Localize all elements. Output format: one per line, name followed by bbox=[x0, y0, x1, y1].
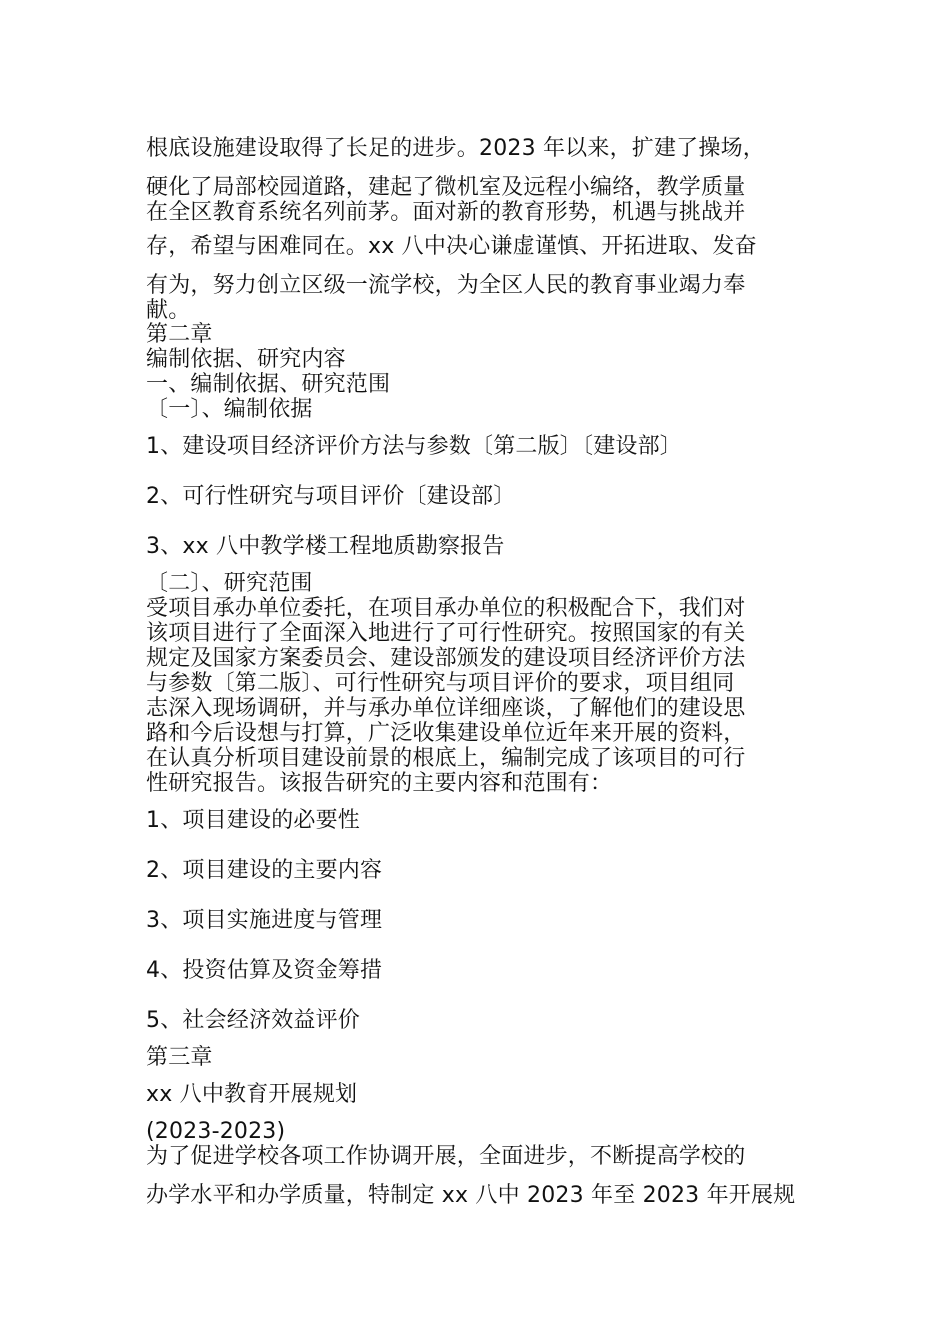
paragraph-line: 存，希望与困难同在。xx 八中决心谦虚谨慎、开拓进取、发奋 bbox=[146, 234, 757, 259]
chapter-heading: 第二章 bbox=[146, 322, 213, 347]
paragraph-line: 性研究报告。该报告研究的主要内容和范围有： bbox=[146, 771, 613, 796]
paragraph-line: 该项目进行了全面深入地进行了可行性研究。按照国家的有关 bbox=[146, 621, 746, 646]
paragraph-line: 有为，努力创立区级一流学校，为全区人民的教育事业竭力奉 bbox=[146, 273, 746, 298]
paragraph-line: 受项目承办单位委托，在项目承办单位的积极配合下，我们对 bbox=[146, 596, 746, 621]
list-item: 1、建设项目经济评价方法与参数〔第二版〕〔建设部〕 bbox=[146, 434, 682, 459]
chapter-title: 编制依据、研究内容 bbox=[146, 347, 346, 372]
list-item: 5、社会经济效益评价 bbox=[146, 1008, 360, 1033]
subsection-heading: 〔一〕、编制依据 bbox=[146, 397, 313, 422]
paragraph-line: 根底设施建设取得了长足的进步。2023 年以来，扩建了操场， bbox=[146, 136, 765, 161]
chapter-title: xx 八中教育开展规划 bbox=[146, 1082, 358, 1107]
paragraph-line: 与参数〔第二版〕、可行性研究与项目评价的要求，项目组同 bbox=[146, 671, 735, 696]
paragraph-line: 在全区教育系统名列前茅。面对新的教育形势，机遇与挑战并 bbox=[146, 200, 746, 225]
list-item: 3、项目实施进度与管理 bbox=[146, 908, 383, 933]
chapter-heading: 第三章 bbox=[146, 1045, 213, 1070]
chapter-years: (2023-2023) bbox=[146, 1119, 286, 1144]
paragraph-line: 为了促进学校各项工作协调开展，全面进步，不断提高学校的 bbox=[146, 1144, 746, 1169]
paragraph-line: 路和今后设想与打算，广泛收集建设单位近年来开展的资料， bbox=[146, 721, 746, 746]
list-item: 3、xx 八中教学楼工程地质勘察报告 bbox=[146, 534, 505, 559]
paragraph-line: 办学水平和办学质量，特制定 xx 八中 2023 年至 2023 年开展规 bbox=[146, 1183, 796, 1208]
list-item: 1、项目建设的必要性 bbox=[146, 808, 360, 833]
list-item: 2、可行性研究与项目评价〔建设部〕 bbox=[146, 484, 516, 509]
list-item: 2、项目建设的主要内容 bbox=[146, 858, 383, 883]
paragraph-line: 规定及国家方案委员会、建设部颁发的建设项目经济评价方法 bbox=[146, 646, 746, 671]
paragraph-line: 献。 bbox=[146, 298, 191, 323]
list-item: 4、投资估算及资金筹措 bbox=[146, 958, 383, 983]
subsection-heading: 〔二〕、研究范围 bbox=[146, 571, 313, 596]
paragraph-line: 志深入现场调研，并与承办单位详细座谈，了解他们的建设思 bbox=[146, 696, 746, 721]
section-heading: 一、编制依据、研究范围 bbox=[146, 372, 391, 397]
paragraph-line: 在认真分析项目建设前景的根底上，编制完成了该项目的可行 bbox=[146, 746, 746, 771]
paragraph-line: 硬化了局部校园道路，建起了微机室及远程小编络，教学质量 bbox=[146, 175, 746, 200]
